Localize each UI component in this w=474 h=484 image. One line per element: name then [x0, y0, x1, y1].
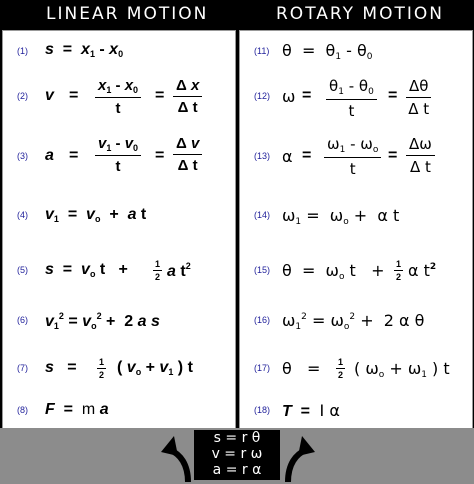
equation-number: (15)	[254, 265, 271, 275]
equation-1: $s = x_1 - x_0$	[45, 41, 124, 59]
equation-3-fraction: $\frac{v_1 - v_0}{t}$	[95, 135, 141, 175]
equation-7-rhs: ( $v_o + v_1$ ) t	[117, 359, 193, 377]
equation-12-lhs: ω	[282, 87, 296, 106]
equation-7-lhs: s =	[45, 359, 77, 376]
equation-4: $v_1 = v_o + a$ t	[45, 206, 147, 224]
relation-strip	[0, 428, 474, 484]
equation-15-rhs: α $t^2$	[408, 261, 437, 280]
rotary-motion-title: ROTARY MOTION	[276, 4, 444, 24]
equation-number: (1)	[17, 46, 28, 56]
equation-12-fraction: $\frac{\theta_1 - \theta_0}{t}$	[326, 77, 377, 120]
equation-3-delta-fraction: $\frac{\text{Δ v}}{\text{Δ t}}$	[173, 135, 202, 174]
equation-number: (16)	[254, 315, 271, 325]
relation-box	[194, 430, 280, 480]
equation-13-delta-fraction: $\frac{\Delta\omega}{\text{Δ t}}$	[406, 135, 435, 176]
equation-8: F = m a	[45, 401, 109, 418]
relation-a: a = r α	[212, 462, 262, 478]
half-fraction: $\frac{1}{2}$	[155, 259, 161, 282]
equation-14: $\omega_1 = \omega_o + \alpha$ t	[282, 206, 400, 227]
equation-3-lhs: a	[45, 147, 54, 164]
equation-5-rhs: a $t^2$	[167, 261, 191, 280]
equation-number: (18)	[254, 405, 271, 415]
equation-number: (4)	[17, 210, 28, 220]
equation-number: (12)	[254, 91, 271, 101]
equation-number: (3)	[17, 151, 28, 161]
equation-15-lhs: $\theta = \omega_o$ t +	[282, 261, 385, 282]
equation-13-fraction: $\frac{\omega_1 - \omega_o}{t}$	[324, 135, 381, 178]
equation-18: T = I α	[282, 401, 340, 420]
curved-arrow-left-icon	[158, 430, 194, 484]
curved-arrow-right-icon	[282, 430, 318, 484]
equation-number: (5)	[17, 265, 28, 275]
half-fraction: $\frac{1}{2}$	[396, 259, 402, 282]
equation-number: (2)	[17, 91, 28, 101]
equation-number: (6)	[17, 315, 28, 325]
equation-16: $\omega_1^2 = \omega_o^2 + 2$ α θ	[282, 311, 425, 332]
equation-number: (13)	[254, 151, 271, 161]
half-fraction: $\frac{1}{2}$	[99, 357, 105, 380]
equation-12-delta-fraction: $\frac{\Delta\theta}{\text{Δ t}}$	[406, 77, 431, 118]
equation-2-fraction: $\frac{x_1 - x_0}{t}$	[95, 77, 141, 117]
relation-v: v = r ω	[211, 446, 263, 462]
equation-number: (14)	[254, 210, 271, 220]
equation-number: (8)	[17, 405, 28, 415]
linear-motion-title: LINEAR MOTION	[46, 4, 209, 24]
equation-number: (17)	[254, 363, 271, 373]
equation-6: $v_1^2 = v_o^2 + 2$ a s	[45, 311, 160, 331]
equation-11: $\theta = \theta_1 - \theta_0$	[282, 41, 373, 62]
equation-number: (11)	[254, 46, 270, 56]
rotary-motion-panel: (11) $\theta = \theta_1 - \theta_0$ (12) ω = $\frac{\theta_1 - \theta_0}{t}$ = $\frac{\Delta\theta}{\text{Δ t}}$ (13) α = $\frac{\omega_1 - \omega_o}{t}$ = $\frac{\Delta\omega}{\text{Δ t}}$ (14) $\omega_1 = \omega_o + \alpha$ t (15) $\theta = \omega_o$ t + $\frac{1}{2}$ α $t^2$ (16) $\omega_1^2 = \omega_o^2 + 2$ α θ (17) θ = $\frac{1}{2}$ ( $\omega_o + \omega_1$ ) t (18) T = I α	[239, 30, 473, 430]
equation-17-rhs: ( $\omega_o + \omega_1$ ) t	[354, 359, 450, 380]
equation-17-lhs: θ =	[282, 359, 321, 378]
header	[0, 0, 474, 30]
relation-s: s = r θ	[213, 430, 261, 446]
equation-number: (7)	[17, 363, 28, 373]
equation-2-lhs: v	[45, 87, 54, 104]
equation-2-delta-fraction: $\frac{\text{Δ x}}{\text{Δ t}}$	[173, 77, 202, 116]
linear-motion-panel: (1) $s = x_1 - x_0$ (2) v = $\frac{x_1 - x_0}{t}$ = $\frac{\text{Δ x}}{\text{Δ t}}$ (3) a = $\frac{v_1 - v_0}{t}$ = $\frac{\text{Δ v}}{\text{Δ t}}$ (4) $v_1 = v_o + a$ t (5) $s = v_o$ t + $\frac{1}{2}$ a $t^2$ (6) $v_1^2 = v_o^2 + 2$ a s (7) s = $\frac{1}{2}$ ( $v_o + v_1$ ) t (8) F = m a	[2, 30, 236, 430]
equation-13-lhs: α	[282, 147, 293, 166]
half-fraction: $\frac{1}{2}$	[338, 357, 344, 380]
equation-5-lhs: $s = v_o$ t +	[45, 261, 128, 279]
